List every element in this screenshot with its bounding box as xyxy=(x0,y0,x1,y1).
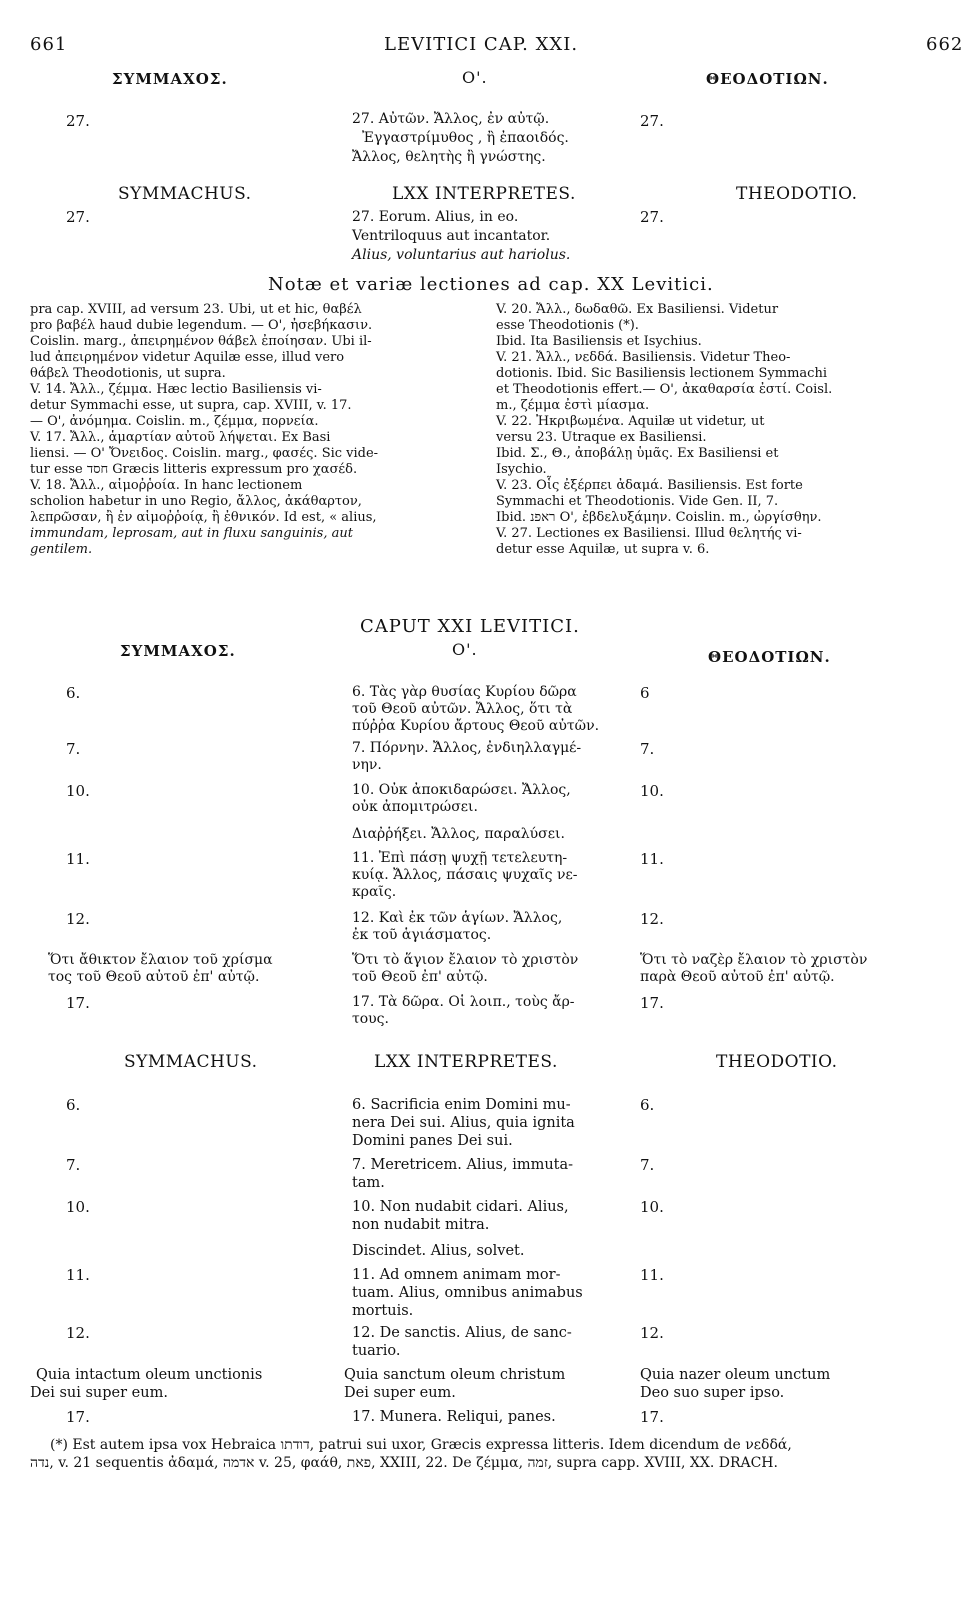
symmachus-latin-label: SYMMACHUS. xyxy=(118,184,252,204)
verse-text xyxy=(352,1324,620,1360)
notes-right-column xyxy=(496,302,948,558)
text-line: non nudabit mitra. xyxy=(352,1217,490,1233)
note-line: lud ἀπειρημένον videtur Aquilæ esse, illud vero xyxy=(30,350,345,365)
footnote xyxy=(30,1436,950,1472)
text-line: τους. xyxy=(352,1011,389,1027)
note-line: m., ζέμμα ἐστὶ μίασμα. xyxy=(496,398,650,413)
notes-left-column xyxy=(30,302,482,558)
note-line: V. 14. Ἄλλ., ζέμμα. Hæc lectio Basiliensis vi- xyxy=(30,382,322,397)
theodotion-latin-label: THEODOTIO. xyxy=(716,1052,838,1072)
notes-title: Notæ et variæ lectiones ad cap. XX Levitici. xyxy=(268,274,714,295)
verse-text xyxy=(352,910,620,944)
verse-number: 6. xyxy=(640,1096,655,1114)
symmachus-greek-label: ΣΥΜΜΑΧΟΣ. xyxy=(120,642,236,660)
verse-number: 10. xyxy=(640,1198,664,1216)
note-line: detur Symmachi esse, ut supra, cap. XVIII, v. 17. xyxy=(30,398,352,413)
note-line: V. 23. Οἷς ἐξέρπει ἀδαμά. Basiliensis. Est forte xyxy=(496,478,803,493)
text-line: Dei super eum. xyxy=(344,1385,456,1401)
verse-text xyxy=(352,110,569,167)
text-line: 10. Non nudabit cidari. Alius, xyxy=(352,1199,569,1215)
note-line: pro βαβέλ haud dubie legendum. — Ο', ἠσεβήκασιν. xyxy=(30,318,373,333)
verse-text xyxy=(352,208,570,265)
verse-text xyxy=(352,1096,620,1150)
note-line: Ibid. ראפנ O', ἐβδελυξάμην. Coislin. m., ὠργίσθην. xyxy=(496,510,822,525)
text-line: Quia sanctum oleum christum xyxy=(344,1367,566,1383)
text-line: τοῦ Θεοῦ ἐπ' αὐτῷ. xyxy=(352,969,488,985)
symmachus-greek-label: ΣΥΜΜΑΧΟΣ. xyxy=(112,70,228,88)
text-line: Quia intactum oleum unctionis xyxy=(36,1367,263,1383)
verse-number: 27. xyxy=(640,208,664,226)
text-line: tuario. xyxy=(352,1343,401,1359)
text-line: 10. Οὐκ ἀποκιδαρώσει. Ἄλλος, xyxy=(352,782,571,798)
note-line: V. 17. Ἄλλ., ἁμαρτίαν αὐτοῦ λήψεται. Ex Basi xyxy=(30,430,331,445)
text-line: 11. Ad omnem animam mor- xyxy=(352,1267,561,1283)
text-line: 7. Πόρνην. Ἄλλος, ἐνδιηλλαγμέ- xyxy=(352,740,582,756)
text-line: πύῤῥα Κυρίου ἄρτους Θεοῦ αὐτῶν. xyxy=(352,718,600,734)
text-line: νην. xyxy=(352,757,382,773)
note-line: V. 22. Ἠκριβωμένα. Aquilæ ut videtur, ut xyxy=(496,414,765,429)
note-line: Ibid. Ita Basiliensis et Isychius. xyxy=(496,334,702,349)
text-line: Ὅτι ἄθικτον ἔλαιον τοῦ χρίσμα xyxy=(48,952,273,968)
septuagint-greek-label: Ο'. xyxy=(462,68,488,87)
symmachus-latin-label: SYMMACHUS. xyxy=(124,1052,258,1072)
verse-number: 11. xyxy=(640,1266,664,1284)
text-line: 12. Καὶ ἐκ τῶν ἁγίων. Ἄλλος, xyxy=(352,910,563,926)
text-line: Deo suo super ipso. xyxy=(640,1385,785,1401)
theodotion-latin-label: THEODOTIO. xyxy=(736,184,858,204)
verse-number: 12. xyxy=(640,910,664,928)
text-line: οὐκ ἀπομιτρώσει. xyxy=(352,799,478,815)
septuagint-greek-label: Ο'. xyxy=(452,640,478,659)
verse-number: 27. xyxy=(640,112,664,130)
note-line: V. 18. Ἄλλ., αἱμοῤῥοία. In hanc lectionem xyxy=(30,478,303,493)
text-line: 17. Munera. Reliqui, panes. xyxy=(352,1409,556,1425)
text-line: Dei sui super eum. xyxy=(30,1385,168,1401)
verse-number: 17. xyxy=(640,1408,664,1426)
note-line: detur esse Aquilæ, ut supra v. 6. xyxy=(496,542,710,557)
note-line: pra cap. XVIII, ad versum 23. Ubi, ut et hic, θαβέλ xyxy=(30,302,362,317)
verse-text xyxy=(30,1366,340,1402)
text-line: tuam. Alius, omnibus animabus xyxy=(352,1285,583,1301)
verse-text xyxy=(640,1366,940,1402)
text-line: Διαῤῥήξει. Ἄλλος, παραλύσει. xyxy=(352,826,565,842)
verse-number: 11. xyxy=(66,1266,90,1284)
text-line: Alius, voluntarius aut hariolus. xyxy=(352,247,571,263)
text-line: Ἄλλος, θελητὴς ἢ γνώστης. xyxy=(352,149,546,165)
footnote-line: (*) Est autem ipsa vox Hebraica דודתו, patrui sui uxor, Græcis expressa litteris. Idem dicendum de νεδδά, xyxy=(50,1437,792,1453)
verse-number: 10. xyxy=(66,782,90,800)
text-line: 6. Τὰς γὰρ θυσίας Κυρίου δῶρα xyxy=(352,684,577,700)
verse-number: 12. xyxy=(640,1324,664,1342)
note-line: gentilem. xyxy=(30,542,93,557)
text-line: Discindet. Alius, solvet. xyxy=(352,1243,525,1259)
septuagint-latin-label: LXX INTERPRETES. xyxy=(392,184,576,204)
text-line: 27. Αὐτῶν. Ἄλλος, ἐν αὐτῷ. xyxy=(352,111,550,127)
verse-text xyxy=(352,952,620,986)
verse-number: 7. xyxy=(640,740,655,758)
note-line: V. 21. Ἄλλ., νεδδά. Basiliensis. Videtur Theo- xyxy=(496,350,791,365)
text-line: 6. Sacrificia enim Domini mu- xyxy=(352,1097,571,1113)
verse-number: 7. xyxy=(66,1156,81,1174)
text-line: ἐκ τοῦ ἁγιάσματος. xyxy=(352,927,492,943)
verse-text xyxy=(48,952,344,986)
verse-text xyxy=(352,826,620,843)
note-line: et Theodotionis effert.— Ο', ἀκαθαρσία ἐστί. Coisl. xyxy=(496,382,833,397)
verse-number: 7. xyxy=(640,1156,655,1174)
text-line: 17. Τὰ δῶρα. Οἱ λοιπ., τοὺς ἄρ- xyxy=(352,994,575,1010)
note-line: tur esse חסד Græcis litteris expressum pro χασέδ. xyxy=(30,462,358,477)
verse-number: 6. xyxy=(66,1096,81,1114)
verse-text xyxy=(640,952,940,986)
verse-text xyxy=(352,994,620,1028)
note-line: θάβελ Theodotionis, ut supra. xyxy=(30,366,226,381)
text-line: τος τοῦ Θεοῦ αὐτοῦ ἐπ' αὐτῷ. xyxy=(48,969,260,985)
note-line: versu 23. Utraque ex Basiliensi. xyxy=(496,430,707,445)
verse-text xyxy=(344,1366,624,1402)
text-line: nera Dei sui. Alius, quia ignita xyxy=(352,1115,575,1131)
text-line: Quia nazer oleum unctum xyxy=(640,1367,831,1383)
verse-number: 7. xyxy=(66,740,81,758)
verse-number: 11. xyxy=(640,850,664,868)
note-line: dotionis. Ibid. Sic Basiliensis lectionem Symmachi xyxy=(496,366,827,381)
text-line: Ὅτι τὸ ναζὲρ ἔλαιον τὸ χριστὸν xyxy=(640,952,868,968)
verse-text xyxy=(352,1156,620,1192)
note-line: Symmachi et Theodotionis. Vide Gen. II, 7. xyxy=(496,494,779,509)
note-line: Isychio. xyxy=(496,462,547,477)
page-number-right: 662 xyxy=(926,34,964,55)
text-line: κραῖς. xyxy=(352,884,397,900)
text-line: παρὰ Θεοῦ αὐτοῦ ἐπ' αὐτῷ. xyxy=(640,969,835,985)
note-line: Coislin. marg., ἀπειρημένον θάβελ ἐποίησαν. Ubi il- xyxy=(30,334,372,349)
text-line: 12. De sanctis. Alius, de sanc- xyxy=(352,1325,572,1341)
verse-text xyxy=(352,684,620,735)
note-line: scholion habetur in uno Regio, ἄλλος, ἀκάθαρτον, xyxy=(30,494,362,509)
septuagint-latin-label: LXX INTERPRETES. xyxy=(374,1052,558,1072)
verse-text xyxy=(352,740,620,774)
theodotion-greek-label: ΘΕΟΔΟΤΙΩΝ. xyxy=(706,70,829,88)
text-line: 11. Ἐπὶ πάσῃ ψυχῇ τετελευτη- xyxy=(352,850,568,866)
caput-title: CAPUT XXI LEVITICI. xyxy=(360,616,580,637)
verse-number: 12. xyxy=(66,910,90,928)
verse-text xyxy=(352,1198,620,1234)
footnote-line: נדה, v. 21 sequentis ἀδαμά, אדמה v. 25, φαάθ, פאת, XXIII, 22. De ζέμμα, זמה, supra capp. XVIII, XX. DRACH. xyxy=(30,1455,778,1471)
text-line: tam. xyxy=(352,1175,385,1191)
note-line: liensi. — Ο' Ὄνειδος. Coislin. marg., φασές. Sic vide- xyxy=(30,446,379,461)
text-line: mortuis. xyxy=(352,1303,414,1319)
note-line: — Ο', ἀνόμημα. Coislin. m., ζέμμα, πορνεία. xyxy=(30,414,319,429)
text-line: Ἐγγαστρίμυθος , ἢ ἐπαοιδός. xyxy=(362,130,569,146)
text-line: 7. Meretricem. Alius, immuta- xyxy=(352,1157,574,1173)
text-line: Ventriloquus aut incantator. xyxy=(352,228,551,244)
text-line: κυίᾳ. Ἄλλος, πάσαις ψυχαῖς νε- xyxy=(352,867,578,883)
verse-text xyxy=(352,782,620,816)
verse-number: 27. xyxy=(66,112,90,130)
verse-text xyxy=(352,1408,620,1426)
note-line: V. 20. Ἄλλ., δωδαθῶ. Ex Basiliensi. Videtur xyxy=(496,302,779,317)
page-number-left: 661 xyxy=(30,34,68,55)
note-line: Ibid. Σ., Θ., ἀποβάλῃ ὑμᾶς. Ex Basiliensi et xyxy=(496,446,779,461)
verse-number: 17. xyxy=(640,994,664,1012)
verse-number: 11. xyxy=(66,850,90,868)
running-title: LEVITICI CAP. XXI. xyxy=(384,34,579,55)
text-line: Domini panes Dei sui. xyxy=(352,1133,513,1149)
text-line: τοῦ Θεοῦ αὐτῶν. Ἄλλος, ὅτι τὰ xyxy=(352,701,573,717)
note-line: λεπρῶσαν, ἢ ἐν αἱμοῤῥοίᾳ, ἢ ἐθνικόν. Id est, « alius, xyxy=(30,510,377,525)
verse-number: 27. xyxy=(66,208,90,226)
theodotion-greek-label: ΘΕΟΔΟΤΙΩΝ. xyxy=(708,648,831,666)
verse-number: 6 xyxy=(640,684,650,702)
note-line: immundam, leprosam, aut in fluxu sanguinis, aut xyxy=(30,526,353,541)
verse-number: 17. xyxy=(66,994,90,1012)
note-line: esse Theodotionis (*). xyxy=(496,318,639,333)
verse-text xyxy=(352,850,620,901)
verse-number: 17. xyxy=(66,1408,90,1426)
verse-number: 10. xyxy=(640,782,664,800)
verse-number: 12. xyxy=(66,1324,90,1342)
text-line: Ὅτι τὸ ἅγιον ἔλαιον τὸ χριστὸν xyxy=(352,952,579,968)
text-line: 27. Eorum. Alius, in eo. xyxy=(352,209,519,225)
verse-text xyxy=(352,1242,620,1260)
verse-number: 6. xyxy=(66,684,81,702)
note-line: V. 27. Lectiones ex Basiliensi. Illud θελητής vi- xyxy=(496,526,802,541)
verse-text xyxy=(352,1266,620,1320)
verse-number: 10. xyxy=(66,1198,90,1216)
